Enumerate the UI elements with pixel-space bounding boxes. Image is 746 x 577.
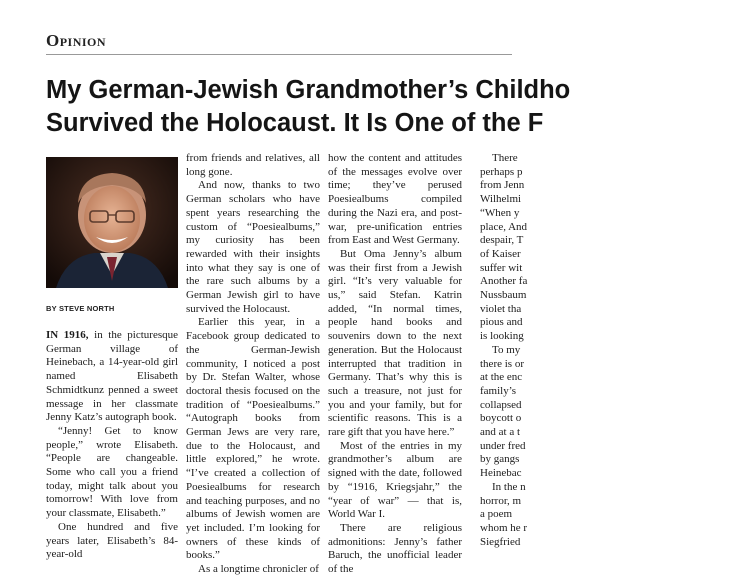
paragraph: And now, thanks to two German scholars who have spent years researching the custom of “Poesiealbums,” my curiosity has been rewarded with their insights into what they say is one of the rare such albums by a German Jewish girl to have survived the Holocaust. bbox=[186, 179, 320, 315]
article-column-3 bbox=[328, 152, 462, 576]
column-line: Siegfried bbox=[480, 535, 521, 548]
column-line: Heinebac bbox=[480, 467, 522, 480]
column-line: In the n bbox=[492, 480, 526, 493]
article-column-2 bbox=[186, 152, 320, 576]
headline-line-1: My German-Jewish Grandmother’s Childho bbox=[46, 76, 571, 104]
column-line: whom he r bbox=[480, 521, 528, 534]
paragraph-text: in the picturesque German village of Heinebach, a 14-year-old girl named Elisabeth Schmidtkunz penned a sweet message in her classmate Jenny Katz’s autograph book. bbox=[46, 329, 178, 424]
paragraph bbox=[46, 329, 178, 425]
column-line: horror, m bbox=[480, 494, 522, 507]
article-column-4 bbox=[480, 152, 600, 548]
paragraph: One hundred and five years later, Elisabeth’s 84-year-old bbox=[46, 520, 178, 561]
column-line: family’s bbox=[480, 384, 517, 397]
column-line: place, And bbox=[480, 220, 528, 233]
column-line: Another fa bbox=[480, 275, 528, 288]
column-line: Wilhelmi bbox=[480, 193, 522, 206]
column-line: a poem bbox=[480, 508, 513, 521]
paragraph: “Jenny! Get to know people,” wrote Elisabeth. “People are changeable. Some who call you a friend today, might talk about you tomorrow! With love from your classmate, Elisabeth.” bbox=[46, 424, 178, 520]
column-line: pious and bbox=[480, 316, 523, 329]
column-line: and at a t bbox=[480, 426, 521, 439]
column-line: suffer wit bbox=[480, 261, 523, 274]
column-line: collapsed bbox=[480, 398, 522, 411]
author-portrait-image bbox=[46, 157, 178, 288]
article-column-1 bbox=[46, 329, 178, 561]
section-label: Opinion bbox=[46, 31, 107, 50]
paragraph: Earlier this year, in a Facebook group dedicated to the German-Jewish community, I noticed a post by Dr. Stefan Walter, whose doctoral thesis focused on the tradition of “Poesiealbums.” “Autograph books from German Jews are very rare, due to the Holocaust, and little explored,” he wrote. “I’ve created a collection of Poesiealbums for research and teaching purposes, and no albums of Jewish women are yet included. I’m looking for owners of these kinds of books.” bbox=[186, 316, 320, 562]
column-line: violet tha bbox=[480, 302, 522, 315]
column-line: There bbox=[492, 152, 518, 164]
column-line: despair, T bbox=[480, 234, 524, 247]
column-line: of Kaiser bbox=[480, 247, 521, 260]
paragraph: from friends and relatives, all long gone. bbox=[186, 152, 320, 178]
column-line: perhaps p bbox=[480, 165, 523, 178]
paragraph: There are religious admonitions: Jenny’s father Baruch, the unofficial leader of the bbox=[328, 521, 462, 576]
headline-line-2: Survived the Holocaust. It Is One of the F bbox=[46, 109, 544, 137]
article-headline bbox=[46, 74, 746, 140]
paragraph: Most of the entries in my grandmother’s album are signed with the date, followed by “1916, Kriegsjahr,” the “year of war” — that is, World War I. bbox=[328, 439, 462, 521]
column-line: from Jenn bbox=[480, 179, 525, 192]
column-line: boycott o bbox=[480, 412, 522, 425]
column-line: there is or bbox=[480, 357, 524, 370]
column-line: is looking bbox=[480, 330, 524, 343]
lead-in: IN 1916, bbox=[46, 329, 89, 341]
paragraph: As a longtime chronicler of bbox=[198, 563, 319, 576]
paragraph: But Oma Jenny’s album was their first from a Jewish girl. “It’s very valuable for us,” said Stefan. Katrin added, “In normal times, people hand books and souvenirs down to the next generation. But the Holocaust interrupted that tradition in Germany. That’s why this is such a treasure, not just for you and your family, but for scientific reasons. This is a rare gift that you have here.” bbox=[328, 247, 462, 439]
column-line: under fred bbox=[480, 439, 526, 452]
byline: BY STEVE NORTH bbox=[46, 304, 115, 313]
author-photo bbox=[46, 157, 178, 288]
column-line: “When y bbox=[480, 206, 520, 219]
column-line: by gangs bbox=[480, 453, 520, 466]
column-line: at the enc bbox=[480, 371, 523, 384]
paragraph: how the content and attitudes of the messages evolve over time; they’ve perused Poesiealbums compiled during the Nazi era, and post-war, pre-unification entries from East and West Germany. bbox=[328, 152, 462, 247]
section-divider bbox=[46, 54, 512, 55]
column-line: Nussbaum bbox=[480, 289, 527, 302]
column-line: To my bbox=[492, 343, 521, 356]
